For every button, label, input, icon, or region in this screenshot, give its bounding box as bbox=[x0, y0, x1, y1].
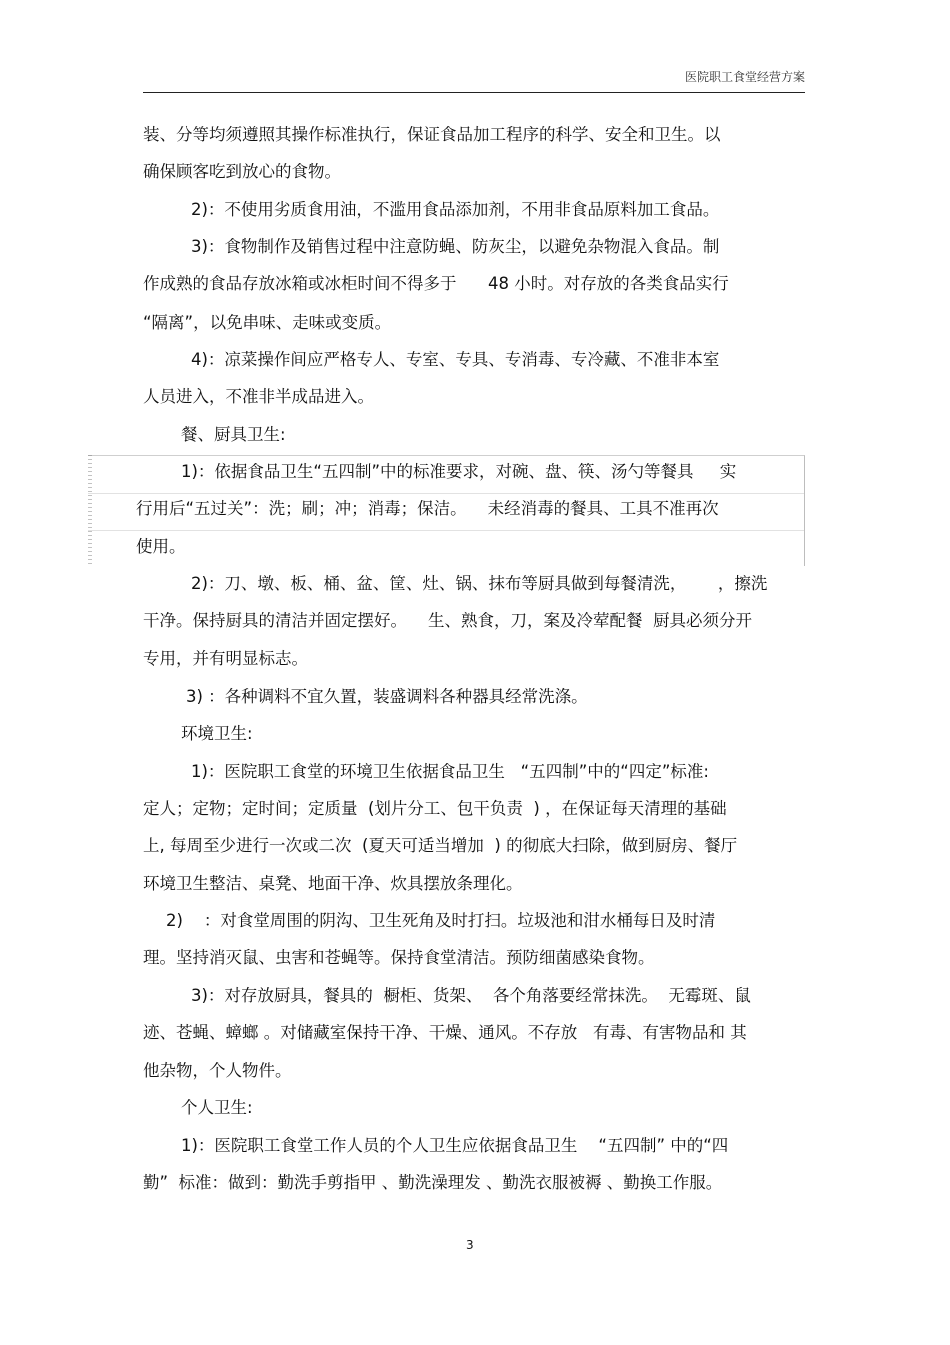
body-line: 勤” 标准：做到：勤洗手剪指甲 、勤洗澡理发 、勤洗衣服被褥 、勤换工作服。 bbox=[143, 1173, 723, 1192]
body-line: 3) ：各种调料不宜久置，装盛调料各种器具经常洗涤。 bbox=[186, 687, 588, 706]
body-line: 2)：刀、墩、板、桶、盆、筐、灶、锅、抹布等厨具做到每餐清洗， ，擦洗 bbox=[191, 574, 768, 593]
body-line: 确保顾客吃到放心的食物。 bbox=[143, 162, 341, 181]
body-line: 3)：食物制作及销售过程中注意防蝇、防灰尘，以避免杂物混入食品。制 bbox=[191, 237, 720, 256]
body-line: 干净。保持厨具的清洁并固定摆好。 生、熟食，刀，案及冷荤配餐 厨具必须分开 bbox=[143, 611, 752, 630]
body-line: 环境卫生整洁、桌凳、地面干净、炊具摆放条理化。 bbox=[143, 874, 523, 893]
body-line: 2)：不使用劣质食用油，不滥用食品添加剂，不用非食品原料加工食品。 bbox=[191, 200, 720, 219]
body-line: 他杂物，个人物件。 bbox=[143, 1061, 292, 1080]
body-line: 行用后“五过关”：洗；刷；冲；消毒；保洁。 未经消毒的餐具、工具不准再次 bbox=[136, 499, 719, 518]
body-line: 迹、苍蝇、蟑螂 。对储藏室保持干净、干燥、通风。不存放 有毒、有害物品和 其 bbox=[143, 1023, 747, 1042]
body-line: 1)：依据食品卫生“五四制”中的标准要求，对碗、盘、筷、汤勺等餐具 实 bbox=[181, 462, 737, 481]
body-line: 1)：医院职工食堂的环境卫生依据食品卫生 “五四制”中的“四定”标准: bbox=[191, 762, 709, 781]
body-line: 4)：凉菜操作间应严格专人、专室、专具、专消毒、专冷藏、不准非本室 bbox=[191, 350, 720, 369]
body-line: 人员进入，不准非半成品进入。 bbox=[143, 387, 374, 406]
page-number: 3 bbox=[466, 1238, 474, 1252]
body-line: 专用，并有明显标志。 bbox=[143, 649, 308, 668]
section-heading: 餐、厨具卫生: bbox=[181, 425, 286, 444]
body-line: 定人；定物；定时间；定质量 (划片分工、包干负责 ) ，在保证每天清理的基础 bbox=[143, 799, 727, 818]
body-line: 作成熟的食品存放冰箱或冰柜时间不得多于 48 小时。对存放的各类食品实行 bbox=[143, 274, 729, 293]
page-header bbox=[143, 68, 805, 93]
body-line: 装、分等均须遵照其操作标准执行，保证食品加工程序的科学、安全和卫生。以 bbox=[143, 125, 721, 144]
box-divider bbox=[88, 530, 804, 531]
body-line: 使用。 bbox=[136, 537, 186, 556]
body-line: “隔离”，以免串味、走味或变质。 bbox=[143, 313, 392, 332]
body-line: 2) ：对食堂周围的阴沟、卫生死角及时打扫。垃圾池和泔水桶每日及时清 bbox=[166, 911, 716, 930]
section-heading: 环境卫生: bbox=[181, 724, 253, 743]
body-line: 理。坚持消灭鼠、虫害和苍蝇等。保持食堂清洁。预防细菌感染食物。 bbox=[143, 948, 655, 967]
body-line: 1)：医院职工食堂工作人员的个人卫生应依据食品卫生 “五四制” 中的“四 bbox=[181, 1136, 729, 1155]
margin-ticks bbox=[88, 455, 92, 565]
header-title: 医院职工食堂经营方案 bbox=[684, 70, 805, 84]
body-line: 上, 每周至少进行一次或二次 (夏天可适当增加 ) 的彻底大扫除，做到厨房、餐厅 bbox=[143, 836, 738, 855]
body-line: 3)：对存放厨具，餐具的 橱柜、货架、 各个角落要经常抹洗。 无霉斑、鼠 bbox=[191, 986, 751, 1005]
box-divider bbox=[88, 493, 804, 494]
section-heading: 个人卫生: bbox=[181, 1098, 253, 1117]
